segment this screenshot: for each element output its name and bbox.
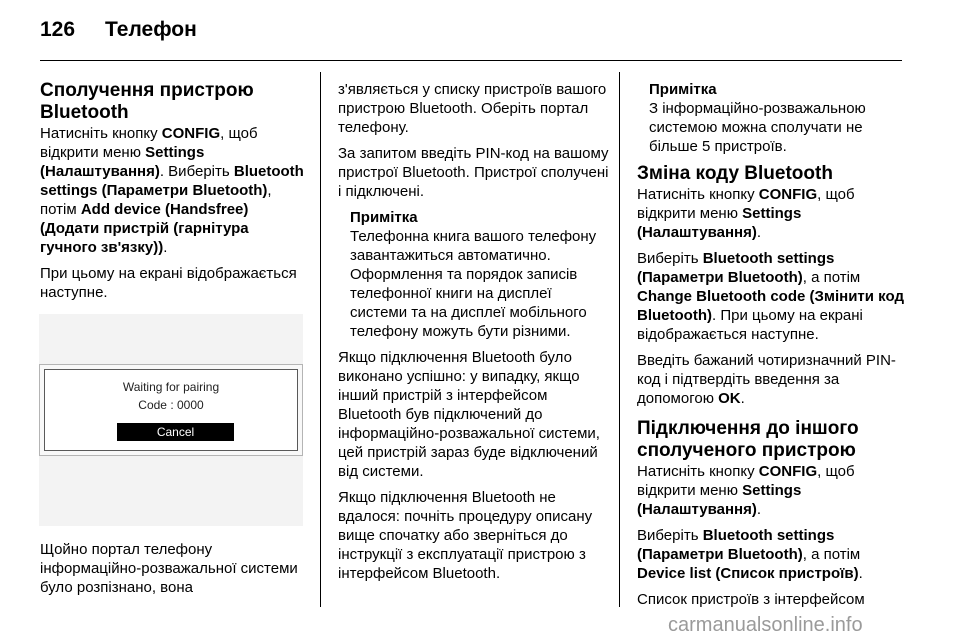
text: .	[756, 501, 762, 518]
text: Виберіть	[637, 527, 703, 544]
text: , потім	[40, 182, 272, 218]
text: , щоб відкрити меню	[40, 125, 258, 161]
paragraph-open-settings	[637, 185, 909, 242]
cancel-button[interactable]: Cancel	[117, 423, 234, 441]
paragraph-device-list-select	[637, 526, 909, 583]
pairing-code-text: Code : 0000	[138, 398, 204, 412]
menu-term: OK	[718, 390, 741, 407]
menu-term: Add device (Handsfree) (Додати пристрій (гарнітура гучного зв'язку))	[40, 201, 249, 256]
column-3	[637, 80, 909, 616]
text: Виберіть	[637, 250, 703, 267]
note-phonebook	[338, 208, 610, 341]
text: . При цьому на екрані відображається наступне.	[637, 307, 863, 343]
text: , а потім	[802, 546, 861, 563]
paragraph-pairing-instructions	[40, 124, 308, 257]
menu-term: CONFIG	[161, 125, 221, 142]
page-number: 126	[40, 18, 76, 41]
paragraph-connection-success: Якщо підключення Bluetooth було виконано успішно: у випадку, якщо інший пристрій з інтерфейсом Bluetooth був підключений до інформаційно-розважальної системи, цей пристрій зараз буде відключений від системи.	[338, 349, 600, 480]
paragraph-portal-recognized: Щойно портал телефону інформаційно-розважальної системи було розпізнано, вона	[40, 541, 298, 596]
text: , а потім	[802, 269, 861, 286]
note-text: З інформаційно-розважальною системою можна сполучати не більше 5 пристроїв.	[649, 100, 866, 155]
section-heading-connect-other: Підключення до іншого сполученого пристрою	[637, 418, 859, 461]
menu-term: Settings (Налаштування)	[40, 144, 205, 180]
menu-term: Bluetooth settings (Параметри Bluetooth)	[637, 527, 835, 563]
menu-term: Change Bluetooth code (Змінити код Bluetooth)	[637, 288, 904, 324]
text: , щоб відкрити меню	[637, 186, 855, 222]
text: Натисніть кнопку	[637, 463, 759, 480]
section-heading-change-code: Зміна коду Bluetooth	[637, 163, 833, 184]
text: , щоб відкрити меню	[637, 463, 855, 499]
text: .	[740, 390, 745, 407]
text: . Виберіть	[159, 163, 234, 180]
paragraph-screen-intro: При цьому на екрані відображається наступне.	[40, 265, 297, 301]
text: Натисніть кнопку	[637, 186, 759, 203]
menu-term: Bluetooth settings (Параметри Bluetooth)	[40, 163, 304, 199]
menu-term: Settings (Налаштування)	[637, 205, 802, 241]
screen-illustration	[39, 314, 303, 526]
column-2	[338, 80, 610, 590]
header-rule	[40, 60, 902, 61]
menu-term: Device list (Список пристроїв)	[637, 565, 859, 582]
note-device-limit	[637, 80, 909, 156]
menu-term: CONFIG	[758, 186, 818, 203]
text: .	[756, 224, 762, 241]
text: Введіть бажаний чотиризначний PIN-код і підтвердіть введення за допомогою	[637, 352, 896, 407]
menu-term: CONFIG	[758, 463, 818, 480]
menu-term: Bluetooth settings (Параметри Bluetooth)	[637, 250, 835, 286]
text: .	[858, 565, 863, 582]
paragraph-enter-pin: За запитом введіть PIN-код на вашому пристрої Bluetooth. Пристрої сполучені і підключені.	[338, 145, 609, 200]
watermark: carmanualsonline.info	[668, 614, 863, 636]
note-text: Телефонна книга вашого телефону завантажиться автоматично. Оформлення та порядок записів телефонної книги на дисплеї системи та на дисплеї мобільного телефону можуть бути різними.	[350, 228, 597, 340]
paragraph-list-appearance: з'являється у списку пристроїв вашого пристрою Bluetooth. Оберіть портал телефону.	[338, 81, 607, 136]
column-1	[40, 80, 308, 604]
text: Натисніть кнопку	[40, 125, 162, 142]
section-heading-pairing: Сполучення пристрою Bluetooth	[40, 80, 254, 123]
text: .	[163, 239, 168, 256]
paragraph-change-code-select	[637, 249, 909, 344]
paragraph-open-settings-2	[637, 462, 909, 519]
note-title: Примітка	[350, 209, 418, 226]
display-bezel	[39, 364, 303, 456]
note-title: Примітка	[649, 81, 717, 98]
page-title: Телефон	[105, 18, 197, 41]
column-divider-2	[619, 72, 620, 607]
paragraph-enter-new-pin	[637, 351, 909, 408]
pairing-status-text: Waiting for pairing	[122, 380, 220, 394]
column-divider-1	[320, 72, 321, 607]
display-screen	[44, 369, 298, 451]
menu-term: Settings (Налаштування)	[637, 482, 802, 518]
paragraph-connection-failure: Якщо підключення Bluetooth не вдалося: почніть процедуру описану вище спочатку або зверніться до інструкції з експлуатації пристрою з інтерфейсом Bluetooth.	[338, 489, 593, 582]
paragraph-device-list-intro: Список пристроїв з інтерфейсом	[637, 591, 865, 608]
